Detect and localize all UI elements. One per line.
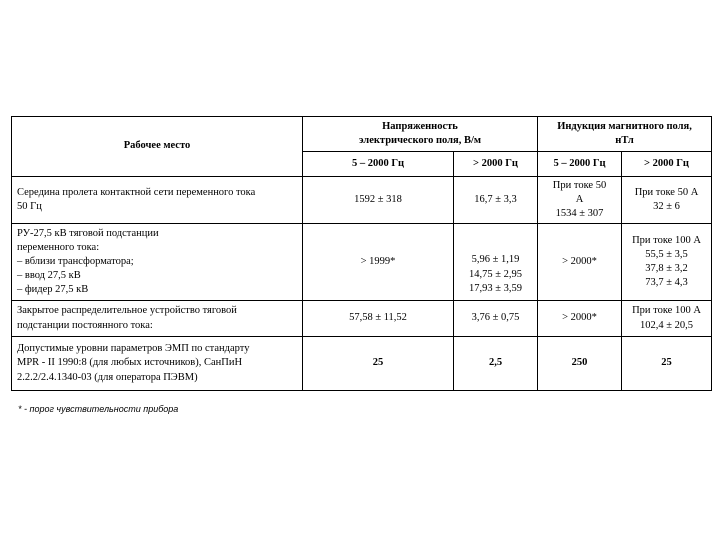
row-b-high: При токе 50 А 32 ± 6 — [622, 177, 712, 224]
header-row — [12, 117, 712, 152]
row-e-high: 2,5 — [454, 337, 538, 391]
row-place: Закрытое распределительное устройство тяговой подстанции постоянного тока: — [12, 301, 303, 337]
row-b-high: При токе 100 А 55,5 ± 3,5 37,8 ± 3,2 73,7 ± 4,3 — [622, 224, 712, 301]
row-b-low: При токе 50 А 1534 ± 307 — [538, 177, 622, 224]
row-b-high: При токе 100 А 102,4 ± 20,5 — [622, 301, 712, 337]
table-row — [12, 301, 712, 337]
table-row — [12, 337, 712, 391]
row-e-low: > 1999* — [303, 224, 454, 301]
subheader-b-low: 5 – 2000 Гц — [538, 152, 622, 177]
row-b-low: > 2000* — [538, 301, 622, 337]
row-b-high: 25 — [622, 337, 712, 391]
row-e-low: 25 — [303, 337, 454, 391]
table-row — [12, 224, 712, 301]
row-place: РУ-27,5 кВ тяговой подстанции переменного тока: – вблизи трансформатора; – ввод 27,5 кВ – фидер 27,5 кВ — [12, 224, 303, 301]
row-e-high: 3,76 ± 0,75 — [454, 301, 538, 337]
row-place: Середина пролета контактной сети переменного тока 50 Гц — [12, 177, 303, 224]
workplace-header: Рабочее место — [12, 117, 303, 177]
row-e-low: 1592 ± 318 — [303, 177, 454, 224]
electric-field-header: Напряженность электрического поля, В/м — [303, 117, 538, 152]
row-place: Допустимые уровни параметров ЭМП по стандарту MPR - II 1990:8 (для любых источников), СанПиН 2.2.2/2.4.1340-03 (для оператора ПЭВМ) — [12, 337, 303, 391]
row-b-low: 250 — [538, 337, 622, 391]
row-e-low: 57,58 ± 11,52 — [303, 301, 454, 337]
row-e-high: 5,96 ± 1,19 14,75 ± 2,95 17,93 ± 3,59 — [454, 224, 538, 301]
subheader-e-high: > 2000 Гц — [454, 152, 538, 177]
magnetic-field-header: Индукция магнитного поля, нТл — [538, 117, 712, 152]
emf-levels-table — [11, 116, 712, 391]
subheader-e-low: 5 – 2000 Гц — [303, 152, 454, 177]
row-e-high: 16,7 ± 3,3 — [454, 177, 538, 224]
table-row — [12, 177, 712, 224]
footnote: * - порог чувствительности прибора — [18, 404, 179, 414]
row-b-low: > 2000* — [538, 224, 622, 301]
subheader-b-high: > 2000 Гц — [622, 152, 712, 177]
